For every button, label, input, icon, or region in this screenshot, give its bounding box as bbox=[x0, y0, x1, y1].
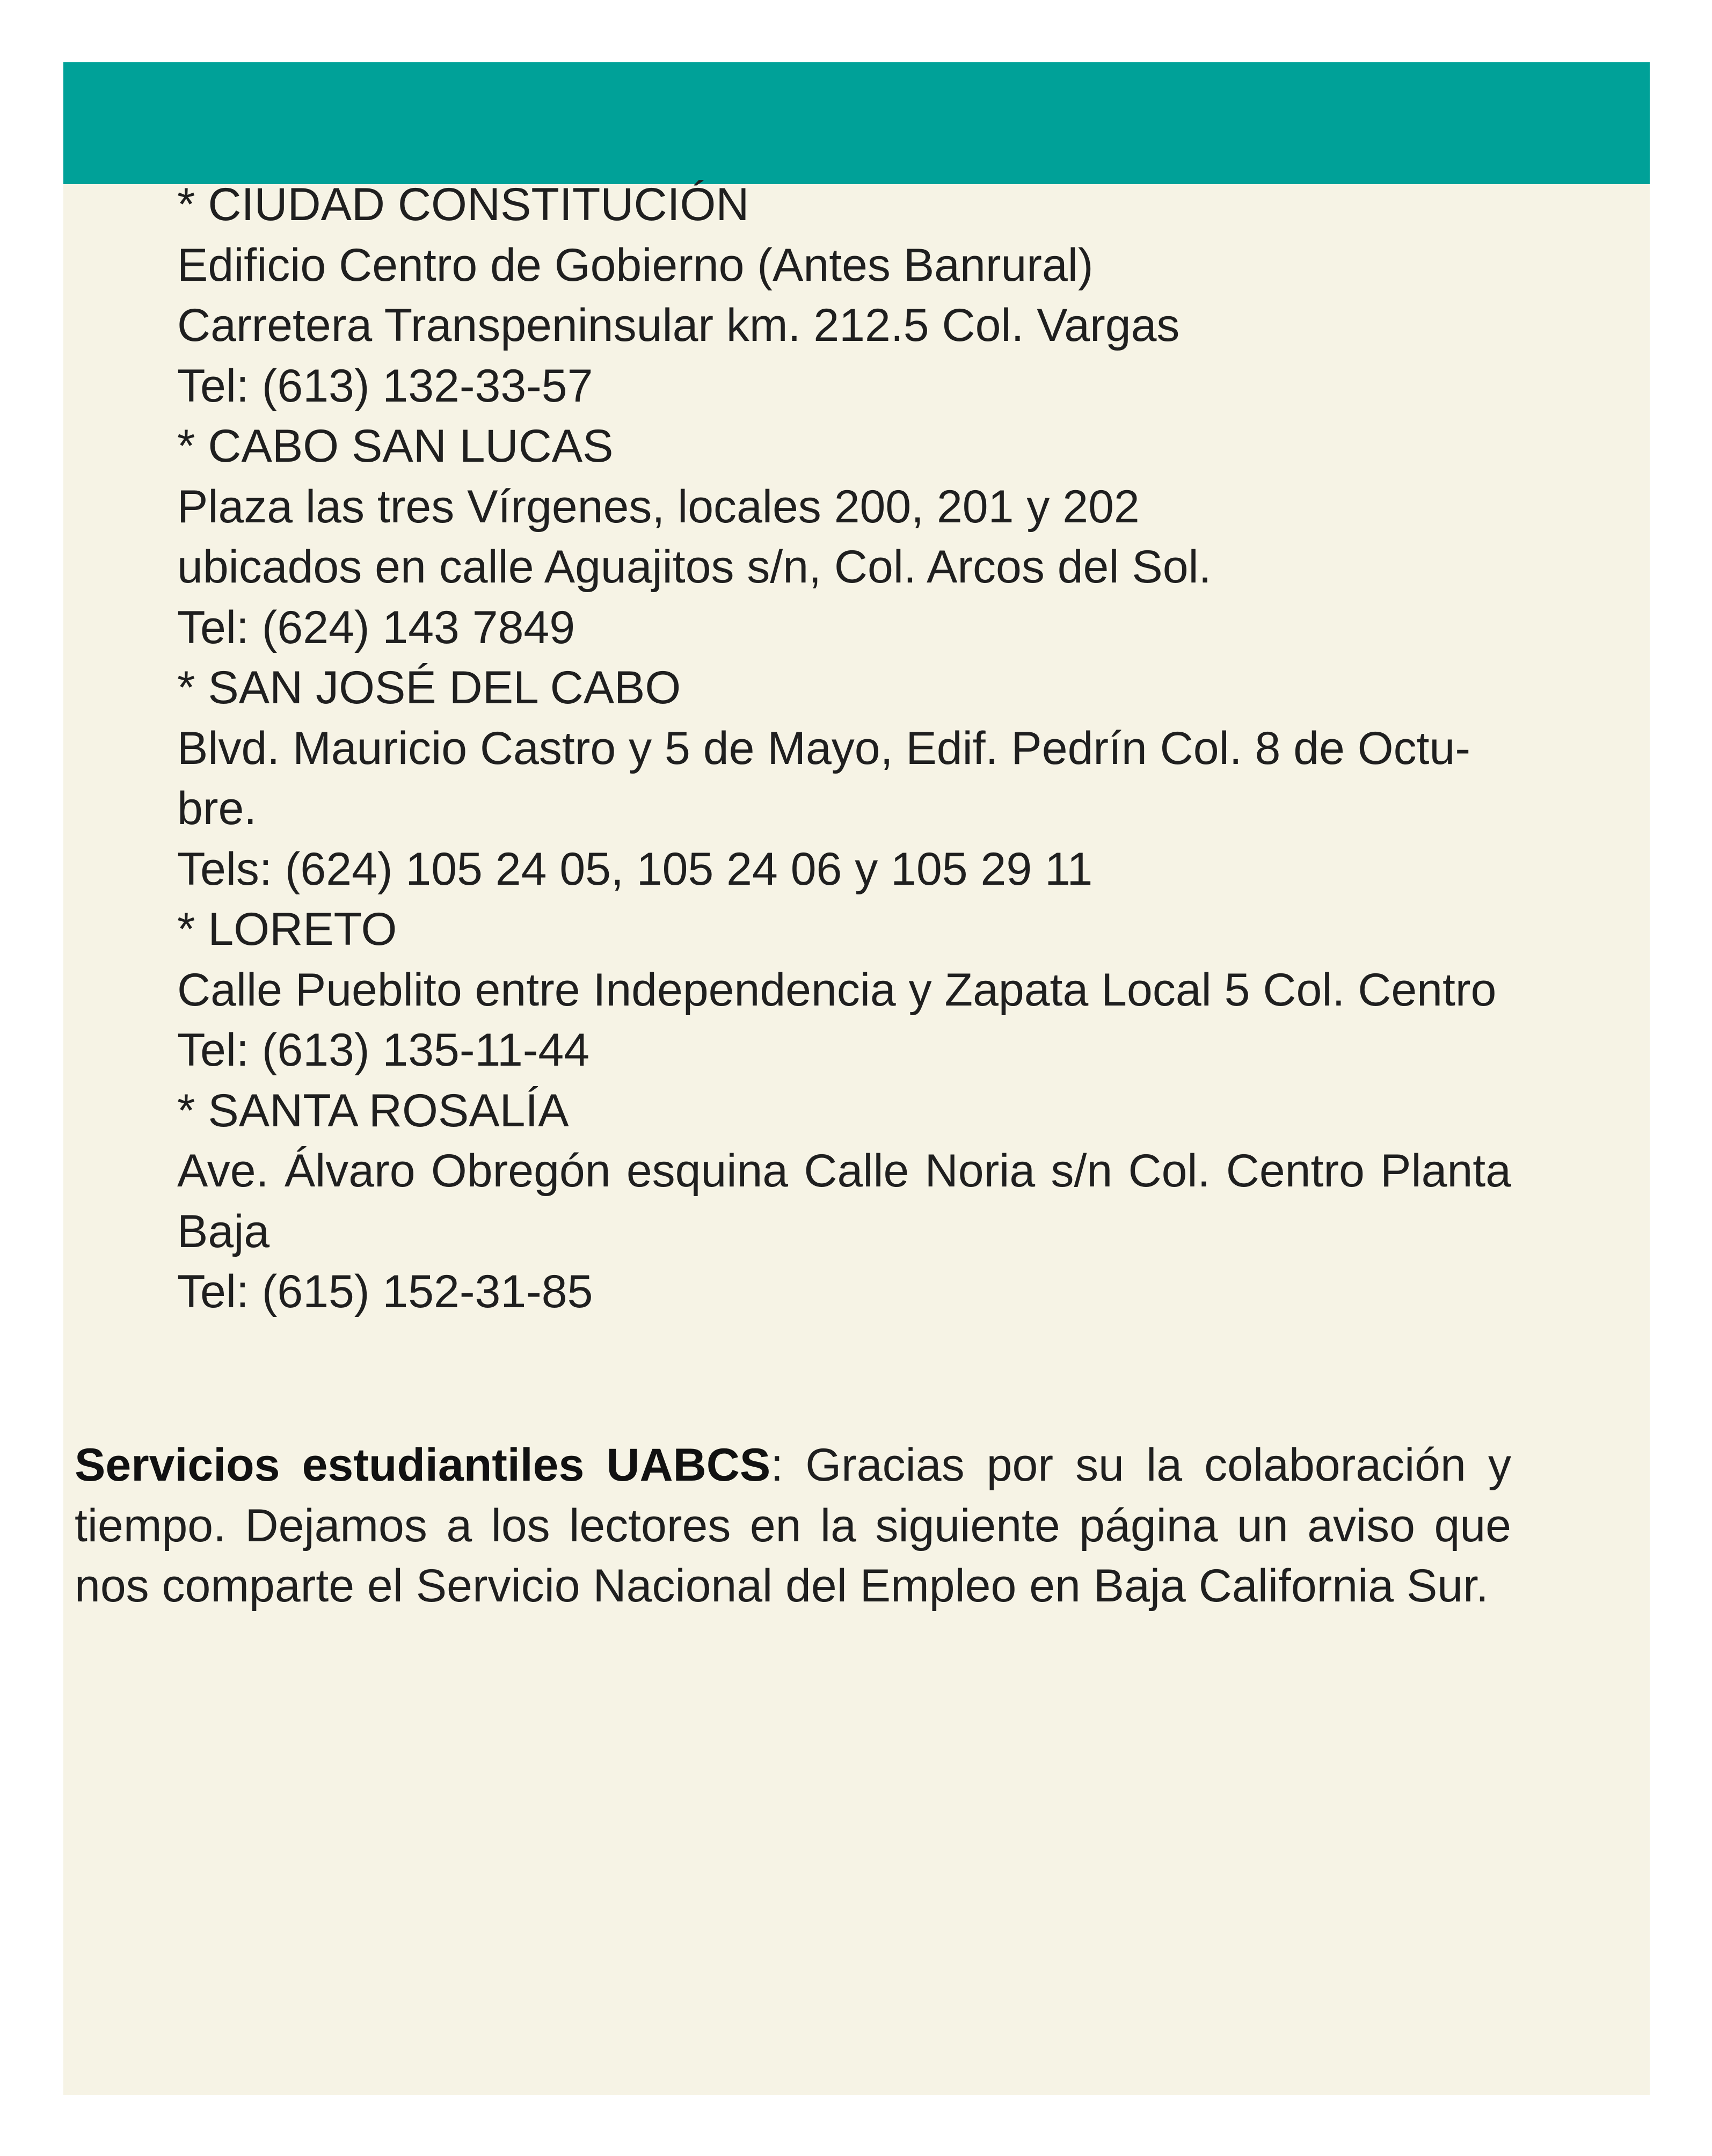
office-address-line: Edificio Centro de Gobierno (Antes Banrural) bbox=[177, 239, 1094, 291]
office-phone: Tels: (624) 105 24 05, 105 24 06 y 105 29 11 bbox=[177, 843, 1093, 895]
office-heading-cabo-san-lucas: * CABO SAN LUCAS bbox=[177, 420, 614, 472]
office-heading-loreto: * LORETO bbox=[177, 904, 397, 955]
office-phone: Tel: (615) 152-31-85 bbox=[177, 1266, 593, 1317]
office-address-line: Blvd. Mauricio Castro y 5 de Mayo, Edif. Pedrín Col. 8 de Octu- bbox=[177, 722, 1471, 774]
office-heading-ciudad-constitucion: * CIUDAD CONSTITUCIÓN bbox=[177, 179, 749, 230]
office-list bbox=[177, 174, 1511, 1322]
office-address: Ave. Álvaro Obregón esquina Calle Noria s/n Col. Centro Planta Baja bbox=[177, 1145, 1511, 1257]
office-address-line: ubicados en calle Aguajitos s/n, Col. Arcos del Sol. bbox=[177, 541, 1212, 593]
office-address-line: Carretera Transpeninsular km. 212.5 Col. Vargas bbox=[177, 300, 1180, 351]
office-address: Calle Pueblito entre Independencia y Zapata Local 5 Col. Centro bbox=[177, 964, 1497, 1016]
closing-text: : Gracias por su la colaboración y tiempo. Dejamos a los lectores en la siguiente página un aviso que nos comparte el Servicio Nacional del Empleo en Baja California Sur. bbox=[75, 1439, 1511, 1612]
closing-paragraph bbox=[75, 1435, 1511, 1616]
office-phone: Tel: (613) 132-33-57 bbox=[177, 360, 593, 412]
office-heading-santa-rosalia: * SANTA ROSALÍA bbox=[177, 1084, 569, 1137]
office-heading-san-jose-del-cabo: * SAN JOSÉ DEL CABO bbox=[177, 662, 681, 713]
office-phone: Tel: (613) 135-11-44 bbox=[177, 1024, 590, 1076]
office-address-line: bre. bbox=[177, 783, 257, 834]
closing-bold-label: Servicios estudiantiles UABCS bbox=[75, 1439, 771, 1491]
header-bar bbox=[63, 62, 1650, 184]
office-address-line: Plaza las tres Vírgenes, locales 200, 201 y 202 bbox=[177, 480, 1140, 533]
office-phone: Tel: (624) 143 7849 bbox=[177, 601, 575, 653]
